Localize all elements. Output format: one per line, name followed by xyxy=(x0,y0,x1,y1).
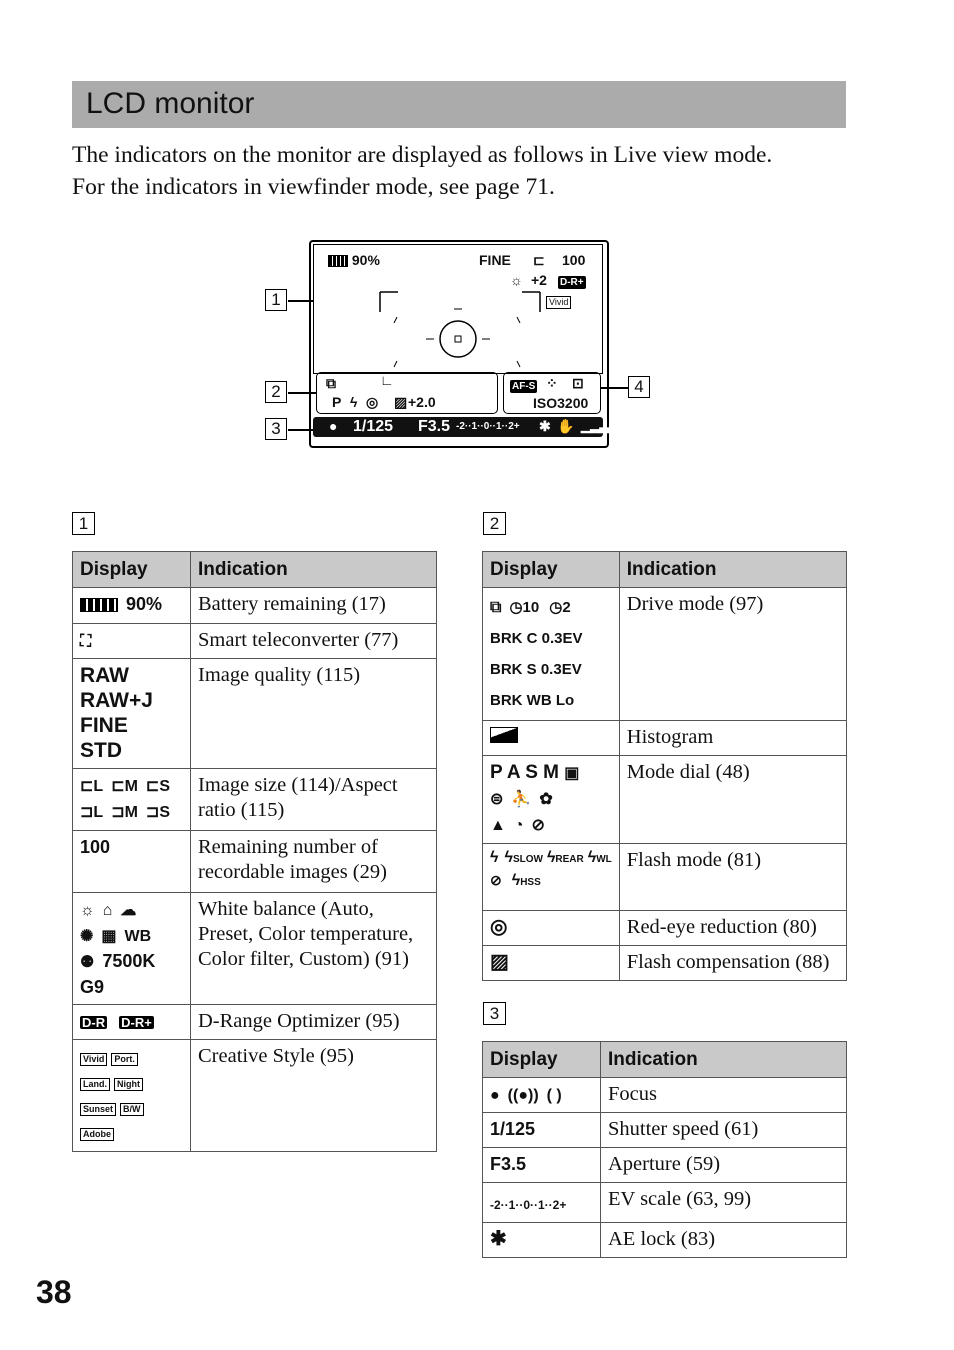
aspect-l-icon: ⊐L xyxy=(80,804,104,821)
sports-mode-icon: ⛹ xyxy=(511,791,532,808)
metering-icon: ⊡ xyxy=(572,375,584,391)
flash-wl-icon: ϟ xyxy=(587,849,597,866)
flash-icon: ϟ xyxy=(350,394,358,410)
steadyshot-icon: ✋ xyxy=(557,418,575,434)
dro-icon: D-R xyxy=(82,1015,106,1030)
lcd-battery xyxy=(328,252,380,268)
quality-std: STD xyxy=(80,739,122,762)
lcd-bottom-bar xyxy=(313,417,609,437)
table-row xyxy=(73,624,437,659)
histogram-icon: ∟ xyxy=(380,372,394,388)
section-title: LCD monitor xyxy=(86,87,255,120)
flash-wl-label: WL xyxy=(596,854,612,865)
table-row xyxy=(483,588,847,721)
indication-cell: Image size (114)/Aspect ratio (115) xyxy=(191,769,437,831)
table-row xyxy=(483,844,847,911)
callout-2: 2 xyxy=(265,381,287,403)
battery-value: 90% xyxy=(126,594,163,614)
display-cell: -2··1··0··1··2+ xyxy=(483,1183,601,1223)
display-cell xyxy=(73,1005,191,1040)
indication-cell: Aperture (59) xyxy=(601,1148,847,1183)
callout-2-line xyxy=(288,392,316,394)
bracket-s: BRK S 0.3EV xyxy=(490,661,582,678)
battery-icon xyxy=(80,598,118,612)
table-1 xyxy=(72,551,437,1152)
lcd-af xyxy=(510,376,537,393)
callout-1-line xyxy=(288,300,313,302)
table-row xyxy=(73,588,437,624)
table-row xyxy=(483,1223,847,1258)
intro-line-1: The indicators on the monitor are displayed as follows in Live view mode. xyxy=(72,142,773,168)
style-landscape-icon: Land. xyxy=(80,1078,110,1091)
style-night-icon: Night xyxy=(114,1078,143,1091)
indication-cell: EV scale (63, 99) xyxy=(601,1183,847,1223)
indication-cell: D-Range Optimizer (95) xyxy=(191,1005,437,1040)
quality-raw-j: RAW+J xyxy=(80,689,153,712)
intro-text xyxy=(72,139,872,203)
landscape-mode-icon: ▲ xyxy=(490,817,506,834)
flash-rear-label: REAR xyxy=(555,854,584,865)
flash-off-mode-icon: ⊘ xyxy=(531,817,545,834)
display-cell xyxy=(73,769,191,831)
indication-cell: Drive mode (97) xyxy=(619,588,846,721)
display-cell xyxy=(483,588,620,721)
table-row xyxy=(73,1005,437,1040)
lcd-aperture: F3.5 xyxy=(418,418,451,435)
table-1-caption: 1 xyxy=(72,512,95,535)
drive-mode-icon: ⧉ xyxy=(326,375,336,391)
table-row xyxy=(483,946,847,981)
image-size-s-icon: ⊏S xyxy=(145,778,170,795)
flash-compensation-icon: ▨ xyxy=(490,951,509,973)
flash-icon: ϟ xyxy=(490,849,499,866)
table-row xyxy=(483,1078,847,1113)
col-header-display: Display xyxy=(483,1042,601,1078)
display-cell xyxy=(73,1040,191,1152)
callout-4-line xyxy=(600,387,628,389)
indication-cell: Histogram xyxy=(619,721,846,756)
flash-rear-icon: ϟ xyxy=(546,849,556,866)
wb-custom-icon: ⚉ xyxy=(80,954,95,971)
lcd-dro xyxy=(558,272,586,289)
quality-fine: FINE xyxy=(80,714,128,737)
display-cell xyxy=(483,911,620,946)
af-badge: AF-S xyxy=(512,381,536,392)
dro-badge: D-R+ xyxy=(560,277,584,288)
lcd-shutter: 1/125 xyxy=(353,418,394,435)
portrait-mode-icon: ▣ xyxy=(564,765,580,782)
indication-cell: Flash compensation (88) xyxy=(619,946,846,981)
lcd-quality: FINE xyxy=(479,252,511,268)
table-row xyxy=(483,1113,847,1148)
image-size-l-icon: ⊏L xyxy=(80,778,104,795)
table-2 xyxy=(482,551,847,981)
indication-cell: Focus xyxy=(601,1078,847,1113)
lcd-remaining: 100 xyxy=(562,252,586,268)
section-header xyxy=(72,81,846,128)
display-cell xyxy=(73,588,191,624)
table-2-caption: 2 xyxy=(483,512,506,535)
table-row xyxy=(73,1040,437,1152)
indication-cell: Creative Style (95) xyxy=(191,1040,437,1152)
page-number: 38 xyxy=(36,1274,72,1310)
histogram-icon xyxy=(490,727,518,743)
wb-tungsten-icon: ✺ xyxy=(80,928,94,945)
mode-pasm: P A S M xyxy=(490,762,559,783)
ae-lock-icon: ✱ xyxy=(490,1228,507,1250)
col-header-display: Display xyxy=(483,552,620,588)
indication-cell: Flash mode (81) xyxy=(619,844,846,911)
flash-off-icon: ⊘ xyxy=(490,872,502,888)
af-frame-icon xyxy=(370,287,550,377)
indication-cell: Shutter speed (61) xyxy=(601,1113,847,1148)
red-eye-icon: ◎ xyxy=(366,394,379,410)
callout-3: 3 xyxy=(265,418,287,440)
table-row xyxy=(483,756,847,844)
focus-lock-icon: ● xyxy=(490,1087,500,1104)
lcd-iso: ISO3200 xyxy=(533,395,589,411)
style-bw-icon: B/W xyxy=(120,1103,144,1116)
display-cell xyxy=(483,946,620,981)
table-row xyxy=(483,552,847,588)
display-cell xyxy=(483,844,620,911)
image-size-icon: ⊏ xyxy=(533,252,545,268)
table-row xyxy=(73,769,437,831)
quality-raw: RAW xyxy=(80,664,129,687)
image-size-m-icon: ⊏M xyxy=(111,778,138,795)
indication-cell: Image quality (115) xyxy=(191,659,437,769)
display-cell xyxy=(73,893,191,1005)
display-cell xyxy=(483,1223,601,1258)
table-3 xyxy=(482,1041,847,1258)
table-row xyxy=(483,1148,847,1183)
display-cell xyxy=(483,756,620,844)
indication-cell: White balance (Auto, Preset, Color temperature, Color filter, Custom) (91) xyxy=(191,893,437,1005)
style-vivid-icon: Vivid xyxy=(80,1053,107,1066)
display-cell xyxy=(73,659,191,769)
wb-fluorescent-icon: ▦ xyxy=(101,928,117,945)
flash-hss-label: HSS xyxy=(520,877,541,888)
style-sunset-icon: Sunset xyxy=(80,1103,116,1116)
style-badge: Vivid xyxy=(546,296,571,309)
continuous-drive-icon: ⧉ xyxy=(490,599,502,616)
wb-cloudy-icon: ☁ xyxy=(120,902,137,919)
self-timer-2-icon: ◷ xyxy=(549,599,563,616)
flash-slow-icon: ϟ xyxy=(504,849,513,866)
wb-flash-icon: WB xyxy=(124,928,152,945)
lcd-flash-comp: +2.0 xyxy=(408,394,436,410)
indication-cell: Remaining number of recordable images (29) xyxy=(191,831,437,893)
display-cell: 100 xyxy=(73,831,191,893)
dro-plus-icon: D-R+ xyxy=(121,1015,152,1030)
table-row xyxy=(483,721,847,756)
table-3-caption: 3 xyxy=(483,1002,506,1025)
table-row xyxy=(73,659,437,769)
wb-color-filter: G9 xyxy=(80,977,105,997)
indication-cell: AE lock (83) xyxy=(601,1223,847,1258)
bracket-c: BRK C 0.3EV xyxy=(490,630,583,647)
wb-daylight-icon: ☼ xyxy=(80,902,95,919)
display-cell xyxy=(73,624,191,659)
ae-lock-icon: ✱ xyxy=(539,418,551,434)
table-row xyxy=(483,911,847,946)
signal-icon: ▁▂▃ xyxy=(581,419,609,433)
callout-3-line xyxy=(288,429,313,431)
aspect-m-icon: ⊐M xyxy=(111,804,138,821)
table-row xyxy=(483,1042,847,1078)
style-portrait-icon: Port. xyxy=(111,1053,138,1066)
sunset-mode-icon: ◔ xyxy=(513,817,524,834)
flash-comp-icon: ▨ xyxy=(394,394,408,410)
flash-slow-label: SLOW xyxy=(512,854,543,865)
self-timer-10-value: 10 xyxy=(522,599,540,616)
lcd-diagram xyxy=(260,232,660,452)
style-adobe-icon: Adobe xyxy=(80,1128,114,1141)
display-cell: F3.5 xyxy=(483,1148,601,1183)
self-timer-10-icon: ◷ xyxy=(509,599,523,616)
col-header-indication: Indication xyxy=(191,552,437,588)
indication-cell: Smart teleconverter (77) xyxy=(191,624,437,659)
auto-mode-icon: ⊜ xyxy=(490,791,504,808)
callout-1: 1 xyxy=(265,289,287,311)
lcd-ev-scale: -2··1··0··1··2+ xyxy=(456,421,520,432)
display-cell: 1/125 xyxy=(483,1113,601,1148)
display-cell xyxy=(483,1078,601,1113)
wb-shade-icon: ⌂ xyxy=(102,902,113,919)
col-header-indication: Indication xyxy=(601,1042,847,1078)
bracket-wb: BRK WB Lo xyxy=(490,692,575,709)
table-row xyxy=(73,552,437,588)
lcd-battery-value: 90% xyxy=(351,252,380,268)
flash-hss-icon: ϟ xyxy=(511,872,521,889)
col-header-indication: Indication xyxy=(619,552,846,588)
col-header-display: Display xyxy=(73,552,191,588)
self-timer-2-value: 2 xyxy=(562,599,571,616)
indication-cell: Battery remaining (17) xyxy=(191,588,437,624)
aspect-s-icon: ⊐S xyxy=(145,804,170,821)
wb-sun-icon: ☼ xyxy=(510,272,523,288)
indication-cell: Red-eye reduction (80) xyxy=(619,911,846,946)
table-row xyxy=(73,831,437,893)
battery-icon xyxy=(328,255,348,267)
table-row xyxy=(483,1183,847,1223)
focus-continuous-icon: ((●)) xyxy=(507,1087,539,1104)
intro-line-2: For the indicators in viewfinder mode, see page 71. xyxy=(72,174,555,200)
callout-4: 4 xyxy=(628,376,650,398)
lcd-mode: P xyxy=(332,394,342,410)
display-cell xyxy=(483,721,620,756)
lcd-wb-adjust: +2 xyxy=(531,272,547,288)
table-row xyxy=(73,893,437,1005)
macro-mode-icon: ✿ xyxy=(539,791,553,808)
indication-cell: Mode dial (48) xyxy=(619,756,846,844)
red-eye-icon: ◎ xyxy=(490,916,508,938)
wb-color-temp: 7500K xyxy=(102,951,156,971)
af-area-icon: ⁘ xyxy=(546,375,558,391)
focus-icon: ● xyxy=(329,418,338,434)
focus-tracking-icon: ( ) xyxy=(546,1087,562,1104)
smart-teleconverter-icon: ⛶ xyxy=(80,633,92,650)
